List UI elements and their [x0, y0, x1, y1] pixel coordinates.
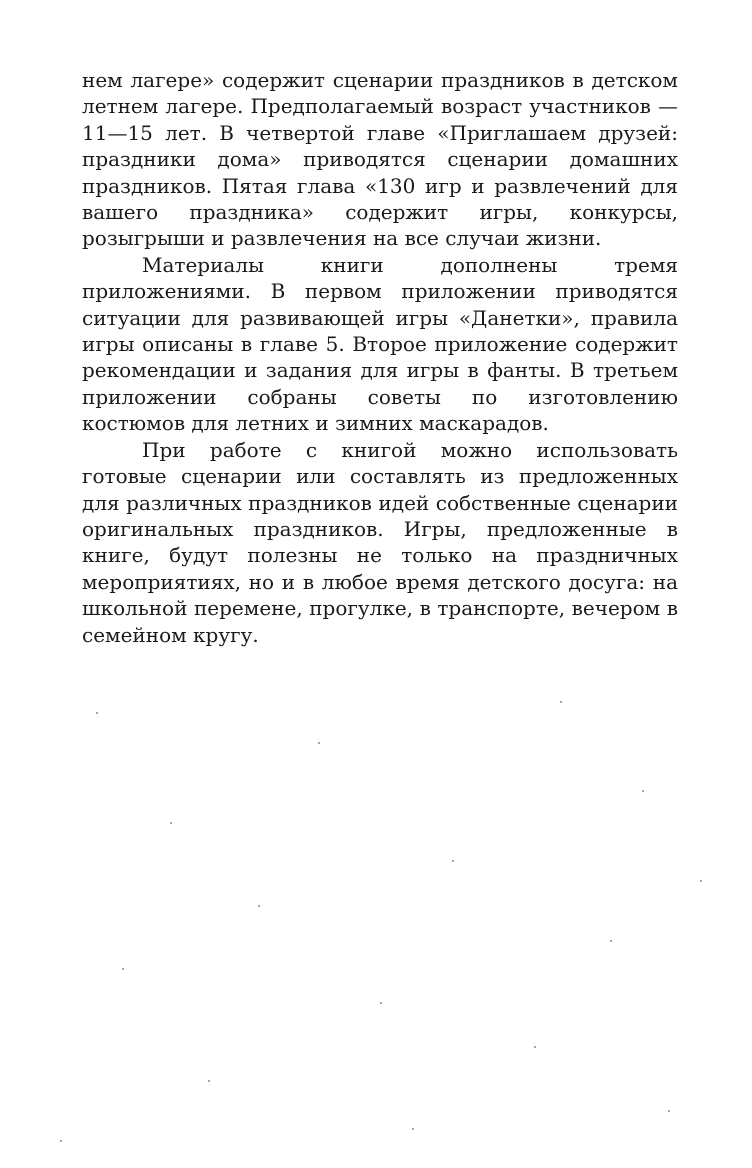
scan-speck	[258, 905, 260, 907]
body-text	[82, 67, 678, 648]
scan-speck	[318, 742, 320, 744]
scan-speck	[380, 1002, 382, 1004]
scan-speck	[96, 712, 98, 714]
scan-speck	[668, 1110, 670, 1112]
scan-speck	[700, 880, 702, 882]
paragraph-usage: При работе с книгой можно использовать готовые сценарии или составлять из предложенных для различных праздников идей собственные сценарии оригинальных праздников. Игры, предложенные в книге, будут полезны не только на праздничных мероприятиях, но и в любое время детского досуга: на школьной перемене, прогулке, в транспорте, вечером в семейном кругу.	[82, 437, 678, 647]
scan-speck	[60, 1140, 62, 1142]
scan-speck	[610, 940, 612, 942]
paragraph-continuation: нем лагере» содержит сценарии праздников в детском летнем лагере. Предполагаемый возраст участников — 11—15 лет. В четвертой главе «Приглашаем друзей: праздники дома» приводятся сценарии домашних праздников. Пятая глава «130 игр и развлечений для вашего праздника» содержит игры, конкурсы, розыгрыши и развлечения на все случаи жизни.	[82, 68, 678, 251]
scan-speck	[560, 701, 562, 703]
scan-speck	[122, 968, 124, 970]
scan-speck	[208, 1080, 210, 1082]
scan-speck	[412, 1128, 414, 1130]
scan-speck	[452, 860, 454, 862]
paragraph-appendices: Материалы книги дополнены тремя приложениями. В первом приложении приводятся ситуации для развивающей игры «Данетки», правила игры описаны в главе 5. Второе приложение содержит рекомендации и задания для игры в фанты. В третьем приложении собраны советы по изготовлению костюмов для летних и зимних маскарадов.	[82, 252, 678, 436]
scan-speck	[170, 822, 172, 824]
scan-speck	[534, 1046, 536, 1048]
scan-speck	[642, 790, 644, 792]
